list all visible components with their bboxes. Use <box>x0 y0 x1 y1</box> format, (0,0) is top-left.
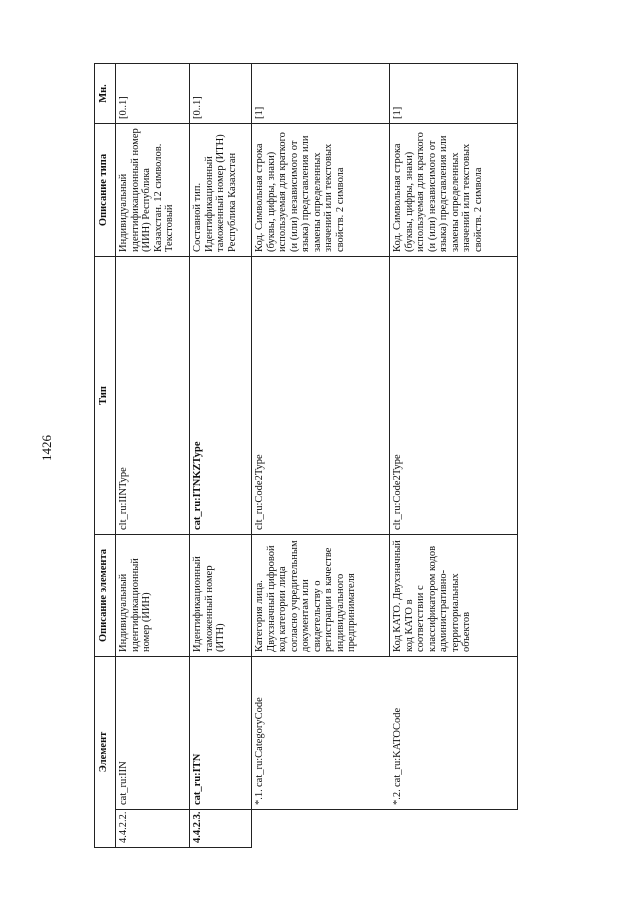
subrow-element-description: Код КАТО. Двухзначный код КАТО в соответствии с классификатором кодов административно-территориальных объектов <box>390 534 518 656</box>
subrow-element <box>390 656 518 809</box>
row-type-description: Индивидуальный идентификационный номер (ИИН) Республика Казахстан. 12 символов. Текстовый <box>116 123 190 256</box>
empty-cell <box>390 810 518 848</box>
row-multiplicity: [0..1] <box>116 63 190 123</box>
table-row <box>116 63 190 847</box>
row-type: cat_ru:ITNKZType <box>190 256 252 534</box>
header-multiplicity: Мн. <box>95 63 116 123</box>
table-subrow <box>252 63 390 847</box>
row-element: cat_ru:IIN <box>116 656 190 809</box>
row-number: 4.4.2.3. <box>190 810 252 848</box>
row-element-description: Идентификационный таможенный номер (ИТН) <box>190 534 252 656</box>
subrow-multiplicity: [1] <box>390 63 518 123</box>
subrow-type: clt_ru:Code2Type <box>252 256 390 534</box>
subrow-number: *.1. <box>254 789 265 805</box>
row-element-description: Индивидуальный идентификационный номер (ИИН) <box>116 534 190 656</box>
empty-cell <box>252 810 390 848</box>
table-row <box>190 63 252 847</box>
subrow-type: clt_ru:Code2Type <box>390 256 518 534</box>
rotated-page-content <box>94 64 514 848</box>
header-element-description: Описание элемента <box>95 534 116 656</box>
row-number: 4.4.2.2. <box>116 810 190 848</box>
header-type-description: Описание типа <box>95 123 116 256</box>
subrow-element <box>252 656 390 809</box>
table-header-row <box>95 63 116 847</box>
header-type: Тип <box>95 256 116 534</box>
table-subrow <box>390 63 518 847</box>
row-element: cat_ru:ITN <box>190 656 252 809</box>
subrow-type-description: Код. Символьная строка (буквы, цифры, знаки) используемая для краткого (и (или) независимого от языка) представления или замены определенных значений или текстовых свойств. 2 символа <box>252 123 390 256</box>
row-type-description: Составной тип. Идентификационный таможенный номер (ИТН) Республика Казахстан <box>190 123 252 256</box>
row-multiplicity: [0..1] <box>190 63 252 123</box>
row-type: clt_ru:IINType <box>116 256 190 534</box>
subrow-element-name: cat_ru:KATOCode <box>391 707 403 787</box>
page-number: 1426 <box>39 435 54 461</box>
subrow-element-description: Категория лица. Двухзначный цифровой код категории лица согласно учредительным документам или свидетельству о регистрации в качестве индивидуального предпринимателя <box>252 534 390 656</box>
subrow-number: *.2. <box>391 789 403 805</box>
subrow-element-name: cat_ru:CategoryCode <box>254 697 265 787</box>
subrow-type-description: Код. Символьная строка (буквы, цифры, знаки) используемая для краткого (и (или) независимого от языка) представления или замены определенных значений или текстовых свойств. 2 символа <box>390 123 518 256</box>
header-element: Элемент <box>95 656 116 847</box>
spec-table <box>94 63 518 848</box>
subrow-multiplicity: [1] <box>252 63 390 123</box>
